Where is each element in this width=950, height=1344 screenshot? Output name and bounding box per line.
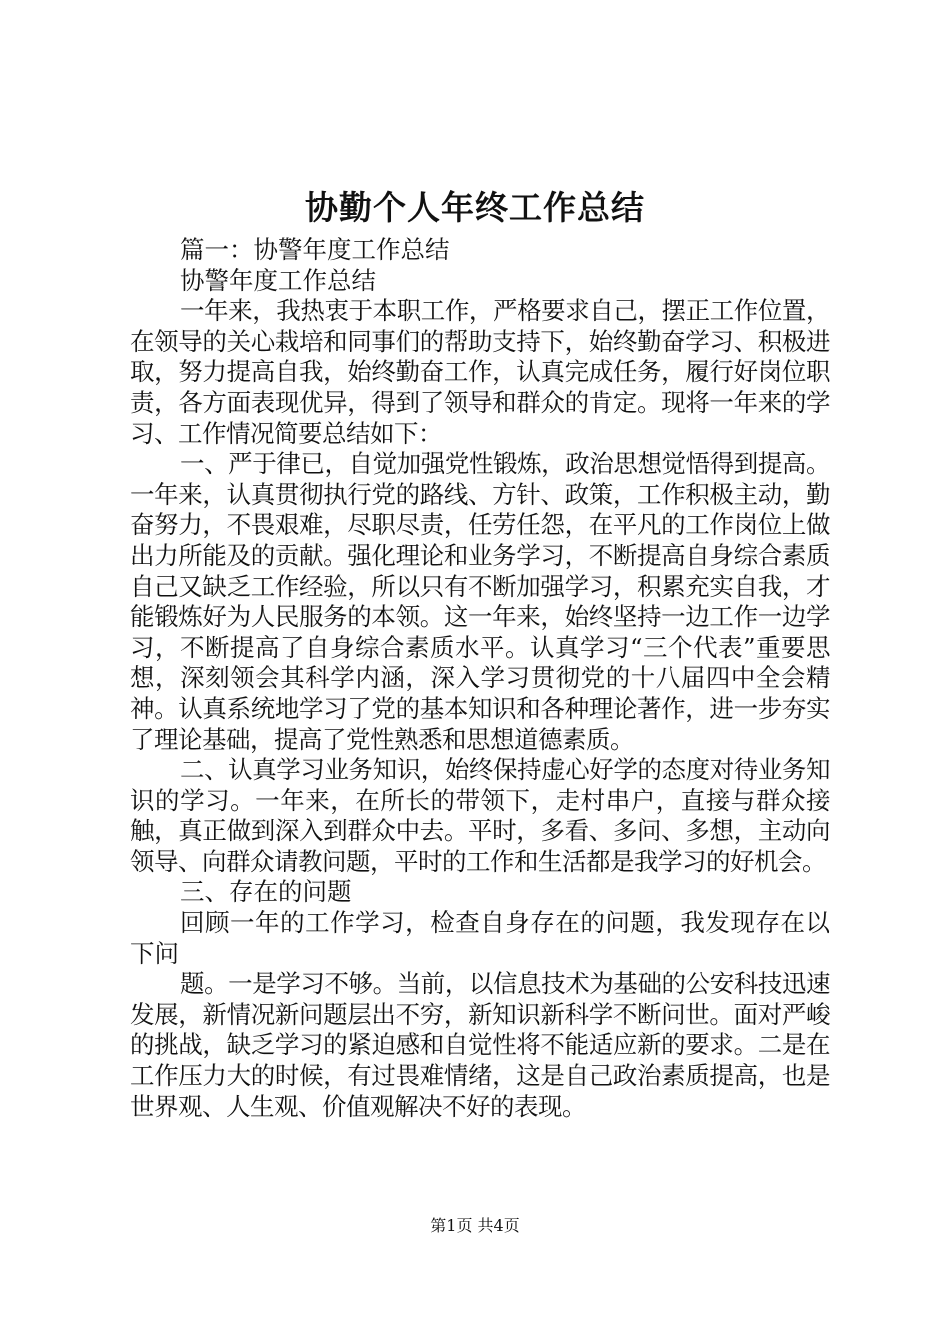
body-paragraph-intro: 一年来，我热衷于本职工作，严格要求自己，摆正工作位置，在领导的关心栽培和同事们的帮助支持下，始终勤奋学习、积极进取，努力提高自我，始终勤奋工作，认真完成任务，履行好岗位职责，各方面表现优异，得到了领导和群众的肯定。现将一年来的学习、工作情况简要总结如下：: [130, 296, 830, 448]
section-heading: 篇一：协警年度工作总结: [180, 235, 450, 264]
section-heading-problems: 三、存在的问题: [180, 877, 352, 907]
body-paragraph-review: 回顾一年的工作学习，检查自身存在的问题，我发现存在以下问: [130, 908, 830, 968]
body-paragraph-problems: 题。一是学习不够。当前，以信息技术为基础的公安科技迅速发展，新情况新问题层出不穷，新知识新科学不断问世。面对严峻的挑战，缺乏学习的紧迫感和自觉性将不能适应新的要求。二是在工作压力大的时候，有过畏难情绪，这是自己政治素质提高，也是世界观、人生观、价值观解决不好的表现。: [130, 969, 830, 1121]
body-paragraph-study: 二、认真学习业务知识，始终保持虚心好学的态度对待业务知识的学习。一年来，在所长的带领下，走村串户，直接与群众接触，真正做到深入到群众中去。平时，多看、多问、多想，主动向领导、向群众请教问题，平时的工作和生活都是我学习的好机会。: [130, 755, 830, 876]
subsection-heading: 协警年度工作总结: [180, 265, 376, 295]
document-title: 协勤个人年终工作总结: [305, 188, 645, 227]
body-paragraph-politics: 一、严于律已，自觉加强党性锻炼，政治思想觉悟得到提高。一年来，认真贯彻执行党的路线、方针、政策，工作积极主动，勤奋努力，不畏艰难，尽职尽责，任劳任怨，在平凡的工作岗位上做出力所能及的贡献。强化理论和业务学习，不断提高自身综合素质自己又缺乏工作经验，所以只有不断加强学习，积累充实自我，才能锻炼好为人民服务的本领。这一年来，始终坚持一边工作一边学习，不断提高了自身综合素质水平。认真学习“三个代表”重要思想，深刻领会其科学内涵，深入学习贯彻党的十八届四中全会精神。认真系统地学习了党的基本知识和各种理论著作，进一步夯实了理论基础，提高了党性熟悉和思想道德素质。: [130, 449, 830, 754]
page-number-footer: 第1页 共4页: [430, 1216, 520, 1235]
document-body: [130, 235, 830, 1122]
